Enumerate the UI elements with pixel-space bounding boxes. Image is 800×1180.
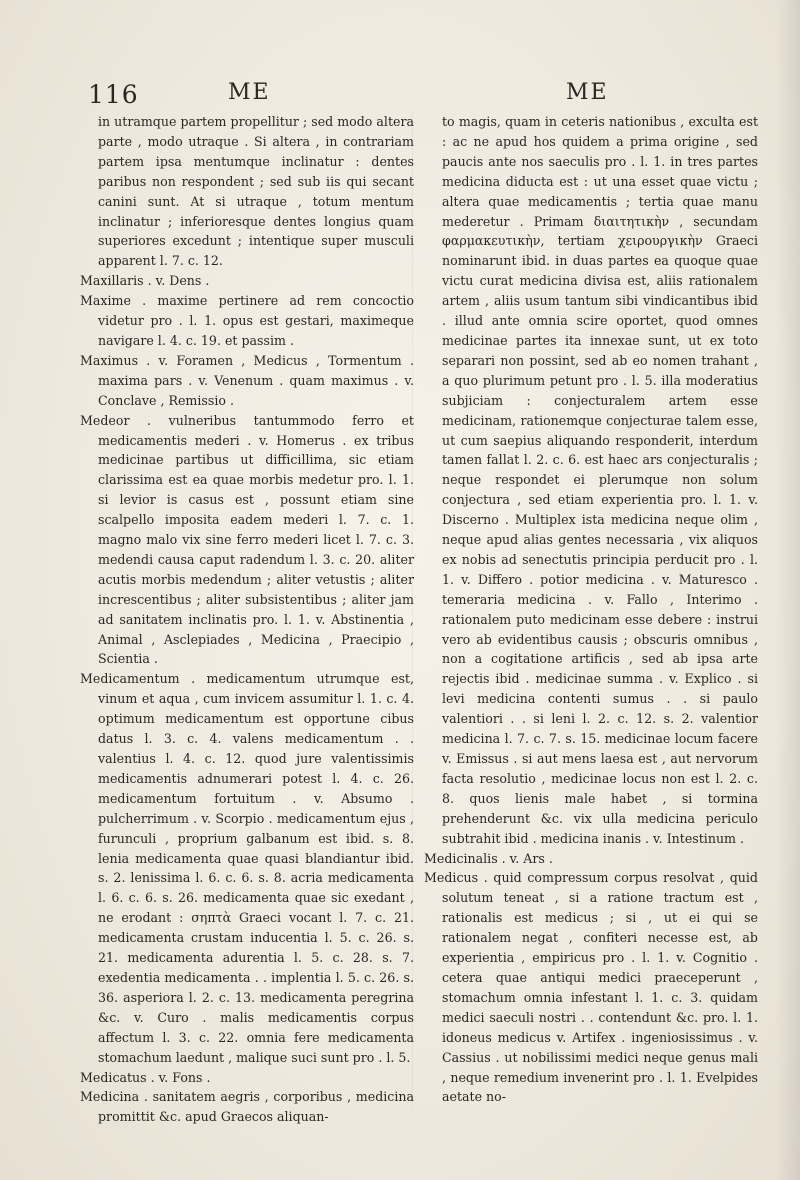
index-entry: Medicamentum . medicamentum utrumque est, vinum et aqua , cum invicem assumitur l. 1. c. 4. optimum medicamentum est opportune cibus datus l. 3. c. 4. valens medicamentum . . valentius l. 4. c. 12. quod jure valentissimis medicamentis adnumerari potest l. 4. c. 26. medicamentum fortuitum . v. Absumo . pulcherrimum . v. Scorpio . medicamentum ejus , furunculi , proprium galbanum est ibid. s. 8. lenia medicamenta quae quasi blandiantur ibid. s. 2. lenissima l. 6. c. 6. s. 8. acria medicamenta l. 6. c. 6. s. 26. medicamenta quae sic exedant , ne erodant : σηπτὰ Graeci vocant l. 7. c. 21. medicamenta crustam inducentia l. 5. c. 26. s. 21. medicamenta adurentia l. 5. c. 28. s. 7. exedentia medicamenta . . implentia l. 5. c. 26. s. 36. asperiora l. 2. c. 13. medicamenta peregrina &c. v. Curo . malis medicamentis corpus affectum l. 3. c. 22. omnia fere medicamenta stomachum laedunt , malique suci sunt pro . l. 5. — [80, 671, 414, 1065]
index-entry: Medicus . quid compressum corpus resolvat , quid solutum teneat , si a ratione tractum est , rationalis est medicus ; si , ut ei qui se rationalem negat , confiteri necesse est, ab experientia , empiricus pro . l. 1. v. Cognitio . cetera quae antiqui medici praeceperunt , stomachum omnia infestant l. 1. c. 3. quidam medici saeculi nostri . . contendunt &c. pro. l. 1. idoneus medicus v. Artifex . ingeniosissimus . v. Cassius . ut nobilissimi medici neque genus mali , neque remedium invenerint pro . l. 1. Evelpides aetate no- — [424, 870, 758, 1105]
index-entry: Maximus . v. Foramen , Medicus , Tormentum . maxima pars . v. Venenum . quam maximus . v. Conclave , Remissio . — [80, 352, 414, 408]
right-column — [424, 112, 758, 1107]
continued-entry-text: in utramque partem propellitur ; sed modo altera parte , modo utraque . Si altera , in contrariam partem ipsa mentumque inclinatur : dentes paribus non respondent ; sed sub iis qui secant canini sunt. At si utraque , totum mentum inclinatur ; inferioresque dentes longius quam superiores excedunt ; intentique super musculi apparent l. 7. c. 12. — [98, 114, 414, 269]
left-column — [80, 112, 414, 1127]
page-edge-shadow — [776, 0, 800, 1180]
continued-entry-text: to magis, quam in ceteris nationibus , exculta est : ac ne apud hos quidem a prima origine , sed paucis ante nos saeculis pro . l. 1. in tres partes medicina diducta est : ut una esset quae victu ; altera quae medicamentis ; tertia quae manu mederetur . Primam διαιτητικὴν , secundam φαρμακευτικὴν, tertiam χειρουργικὴν Graeci nominarunt ibid. in duas partes ea quoque quae victu curat medicina divisa est, aliis rationalem artem , aliis usum tantum sibi vindicantibus ibid . illud ante omnia scire oportet, quod omnes medicinae partes ita innexae sunt, ut ex toto separari non possint, sed ab eo nomen trahant , a quo plurimum petunt pro . l. 5. illa moderatius subjiciam : conjecturalem artem esse medicinam, rationemque conjecturae talem esse, ut cum saepius aliquando responderit, interdum tamen fallat l. 2. c. 6. est haec ars conjecturalis ; neque respondet ei plerumque non solum conjectura , sed etiam experientia pro. l. 1. v. Discerno . Multiplex ista medicina neque olim , neque apud alias gentes necessaria , vix aliquos ex nobis ad senectutis principia perducit pro . l. 1. v. Differo . potior medicina . v. Maturesco . temeraria medicina . v. Fallo , Interimo . rationalem puto medicinam esse debere : instrui vero ab evidentibus causis ; obscuris omnibus , non a cogitatione artificis , sed ab ipsa arte rejectis ibid . medicinae summa . v. Explico . si levi medicina contenti sumus . . si paulo valentiori . . si leni l. 2. c. 12. s. 2. valentior medicina l. 7. c. 7. s. 15. medicinae locum facere v. Emissus . si aut mens laesa est , aut nervorum facta resolutio , medicinae locus non est l. 2. c. 8. quos lienis male habet , si tormina prehenderunt &c. vix ulla medicina periculo subtrahit ibid . medicina inanis . v. Intestinum . — [442, 114, 758, 846]
index-entry: Medicatus . v. Fons . — [80, 1069, 211, 1085]
index-entry: Maxillaris . v. Dens . — [80, 273, 210, 289]
index-entry: Maxime . maxime pertinere ad rem concoctio videtur pro . l. 1. opus est gestari, maximeque navigare l. 4. c. 19. et passim . — [80, 293, 414, 348]
page-number: 116 — [88, 80, 139, 109]
running-header-right: ME — [566, 80, 609, 105]
index-entry: Medeor . vulneribus tantummodo ferro et medicamentis mederi . v. Homerus . ex tribus medicinae partibus ut difficillima, sic etiam clarissima est ea quae morbis medetur pro. l. 1. si levior is casus est , possunt etiam sine scalpello imposita eadem mederi l. 7. c. 1. magno malo vix sine ferro mederi licet l. 7. c. 3. medendi causa caput radendum l. 3. c. 20. aliter acutis morbis medendum ; aliter vetustis ; aliter increscentibus ; aliter subsistentibus ; aliter jam ad sanitatem inclinatis pro. l. 1. v. Abstinentia , Animal , Asclepiades , Medicina , Praecipio , Scientia . — [80, 412, 414, 667]
index-entry: Medicina . sanitatem aegris , corporibus , medicina promittit &c. apud Graecos aliquan- — [80, 1089, 414, 1125]
index-entry: Medicinalis . v. Ars . — [424, 850, 553, 866]
running-header-left: ME — [228, 80, 271, 105]
